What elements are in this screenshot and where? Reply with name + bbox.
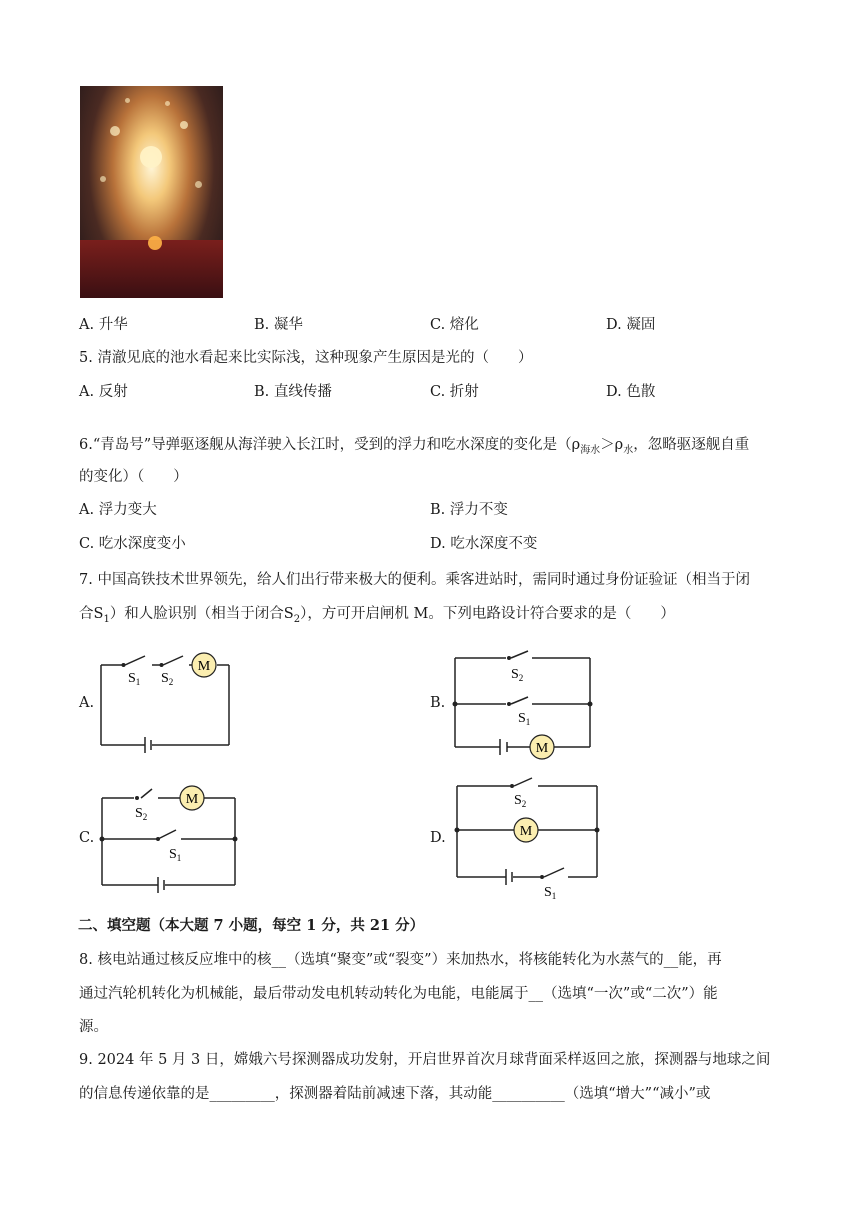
q7-stem-line2 [79, 602, 675, 625]
switch-s1-label: $S_1$ [518, 711, 531, 727]
switch-s2-label: $S_2$ [511, 667, 524, 683]
circuit-c-label: C. [79, 830, 95, 846]
motor-label: M [197, 659, 211, 674]
q6-option-c: C. 吃水深度变小 [79, 536, 186, 552]
switch-s1-label: $S_1$ [128, 671, 141, 687]
q5-option-d: D. 色散 [606, 384, 656, 400]
q6-stem-line1 [79, 433, 749, 456]
circuit-d-diagram [450, 773, 605, 906]
switch-s1-label: $S_1$ [169, 847, 182, 863]
q5-option-b: B. 直线传播 [254, 384, 332, 400]
furnace-fireworks-photo [80, 86, 223, 298]
q5-stem: 5. 清澈见底的池水看起来比实际浅，这种现象产生原因是光的（ ） [79, 350, 533, 366]
q4-option-d: D. 凝固 [606, 317, 656, 333]
switch-s1-label: $S_1$ [544, 885, 557, 901]
q8-line2: 通过汽轮机转化为机械能，最后带动发电机转动转化为电能，电能属于__（选填“一次”或“二次”）能 [79, 986, 718, 1002]
circuit-b-diagram [450, 648, 600, 760]
q5-option-c: C. 折射 [430, 384, 479, 400]
q5-option-a: A. 反射 [79, 384, 128, 400]
q6-option-d: D. 吃水深度不变 [430, 536, 538, 552]
rho-water-subscript: 水 [623, 444, 634, 456]
q7-stem-part-b: ）和人脸识别（相当于闭合S [109, 606, 294, 622]
q6-greater-than: ＞ρ [600, 437, 624, 453]
motor-label: M [185, 792, 199, 807]
q8-line1: 8. 核电站通过核反应堆中的核__（选填“聚变”或“裂变”）来加热水，将核能转化为水蒸气的__能，再 [79, 952, 722, 968]
q5-options [0, 380, 860, 402]
q7-stem-part-c: ），方可开启闸机 M。下列电路设计符合要求的是（ ） [300, 606, 675, 622]
rho-sea-subscript: 海水 [580, 444, 601, 456]
q7-stem-part-a: 合S [79, 606, 104, 622]
q6-options-row1 [0, 498, 860, 520]
switch-s2-label: $S_2$ [161, 671, 174, 687]
q6-option-a: A. 浮力变大 [79, 502, 157, 518]
circuit-c-diagram [96, 783, 246, 893]
switch-s2-label: $S_2$ [514, 793, 527, 809]
circuit-b-label: B. [430, 695, 446, 711]
circuit-a-diagram [95, 648, 240, 753]
q4-option-c: C. 熔化 [430, 317, 479, 333]
q4-options [0, 313, 860, 335]
q9-line1: 9. 2024 年 5 月 3 日，嫦娥六号探测器成功发射，开启世界首次月球背面采样返回之旅，探测器与地球之间 [79, 1052, 771, 1068]
motor-label: M [535, 741, 549, 756]
q6-options-row2 [0, 532, 860, 554]
q7-stem-line1: 7. 中国高铁技术世界领先，给人们出行带来极大的便利。乘客进站时，需同时通过身份证验证（相当于闭 [79, 572, 750, 588]
section-2-title: 二、填空题（本大题 7 小题，每空 1 分，共 21 分） [78, 917, 425, 934]
q6-stem-text: 6.“青岛号”导弹驱逐舰从海洋驶入长江时，受到的浮力和吃水深度的变化是（ρ [79, 437, 581, 453]
q6-stem-tail: ，忽略驱逐舰自重 [633, 437, 750, 453]
switch-s2-label: $S_2$ [135, 806, 148, 822]
s2-subscript: 2 [293, 613, 301, 625]
q6-stem-line2: 的变化）（ ） [79, 469, 188, 485]
q9-line2: 的信息传递依靠的是_________，探测器着陆前减速下落，其动能__________（选填“增大”“减小”或 [79, 1086, 711, 1102]
q8-line3: 源。 [79, 1019, 108, 1035]
s1-subscript: 1 [103, 613, 110, 625]
q4-option-b: B. 凝华 [254, 317, 303, 333]
q6-option-b: B. 浮力不变 [430, 502, 508, 518]
circuit-a-label: A. [79, 695, 95, 711]
motor-label: M [519, 824, 533, 839]
q4-option-a: A. 升华 [79, 317, 128, 333]
circuit-d-label: D. [430, 830, 446, 846]
